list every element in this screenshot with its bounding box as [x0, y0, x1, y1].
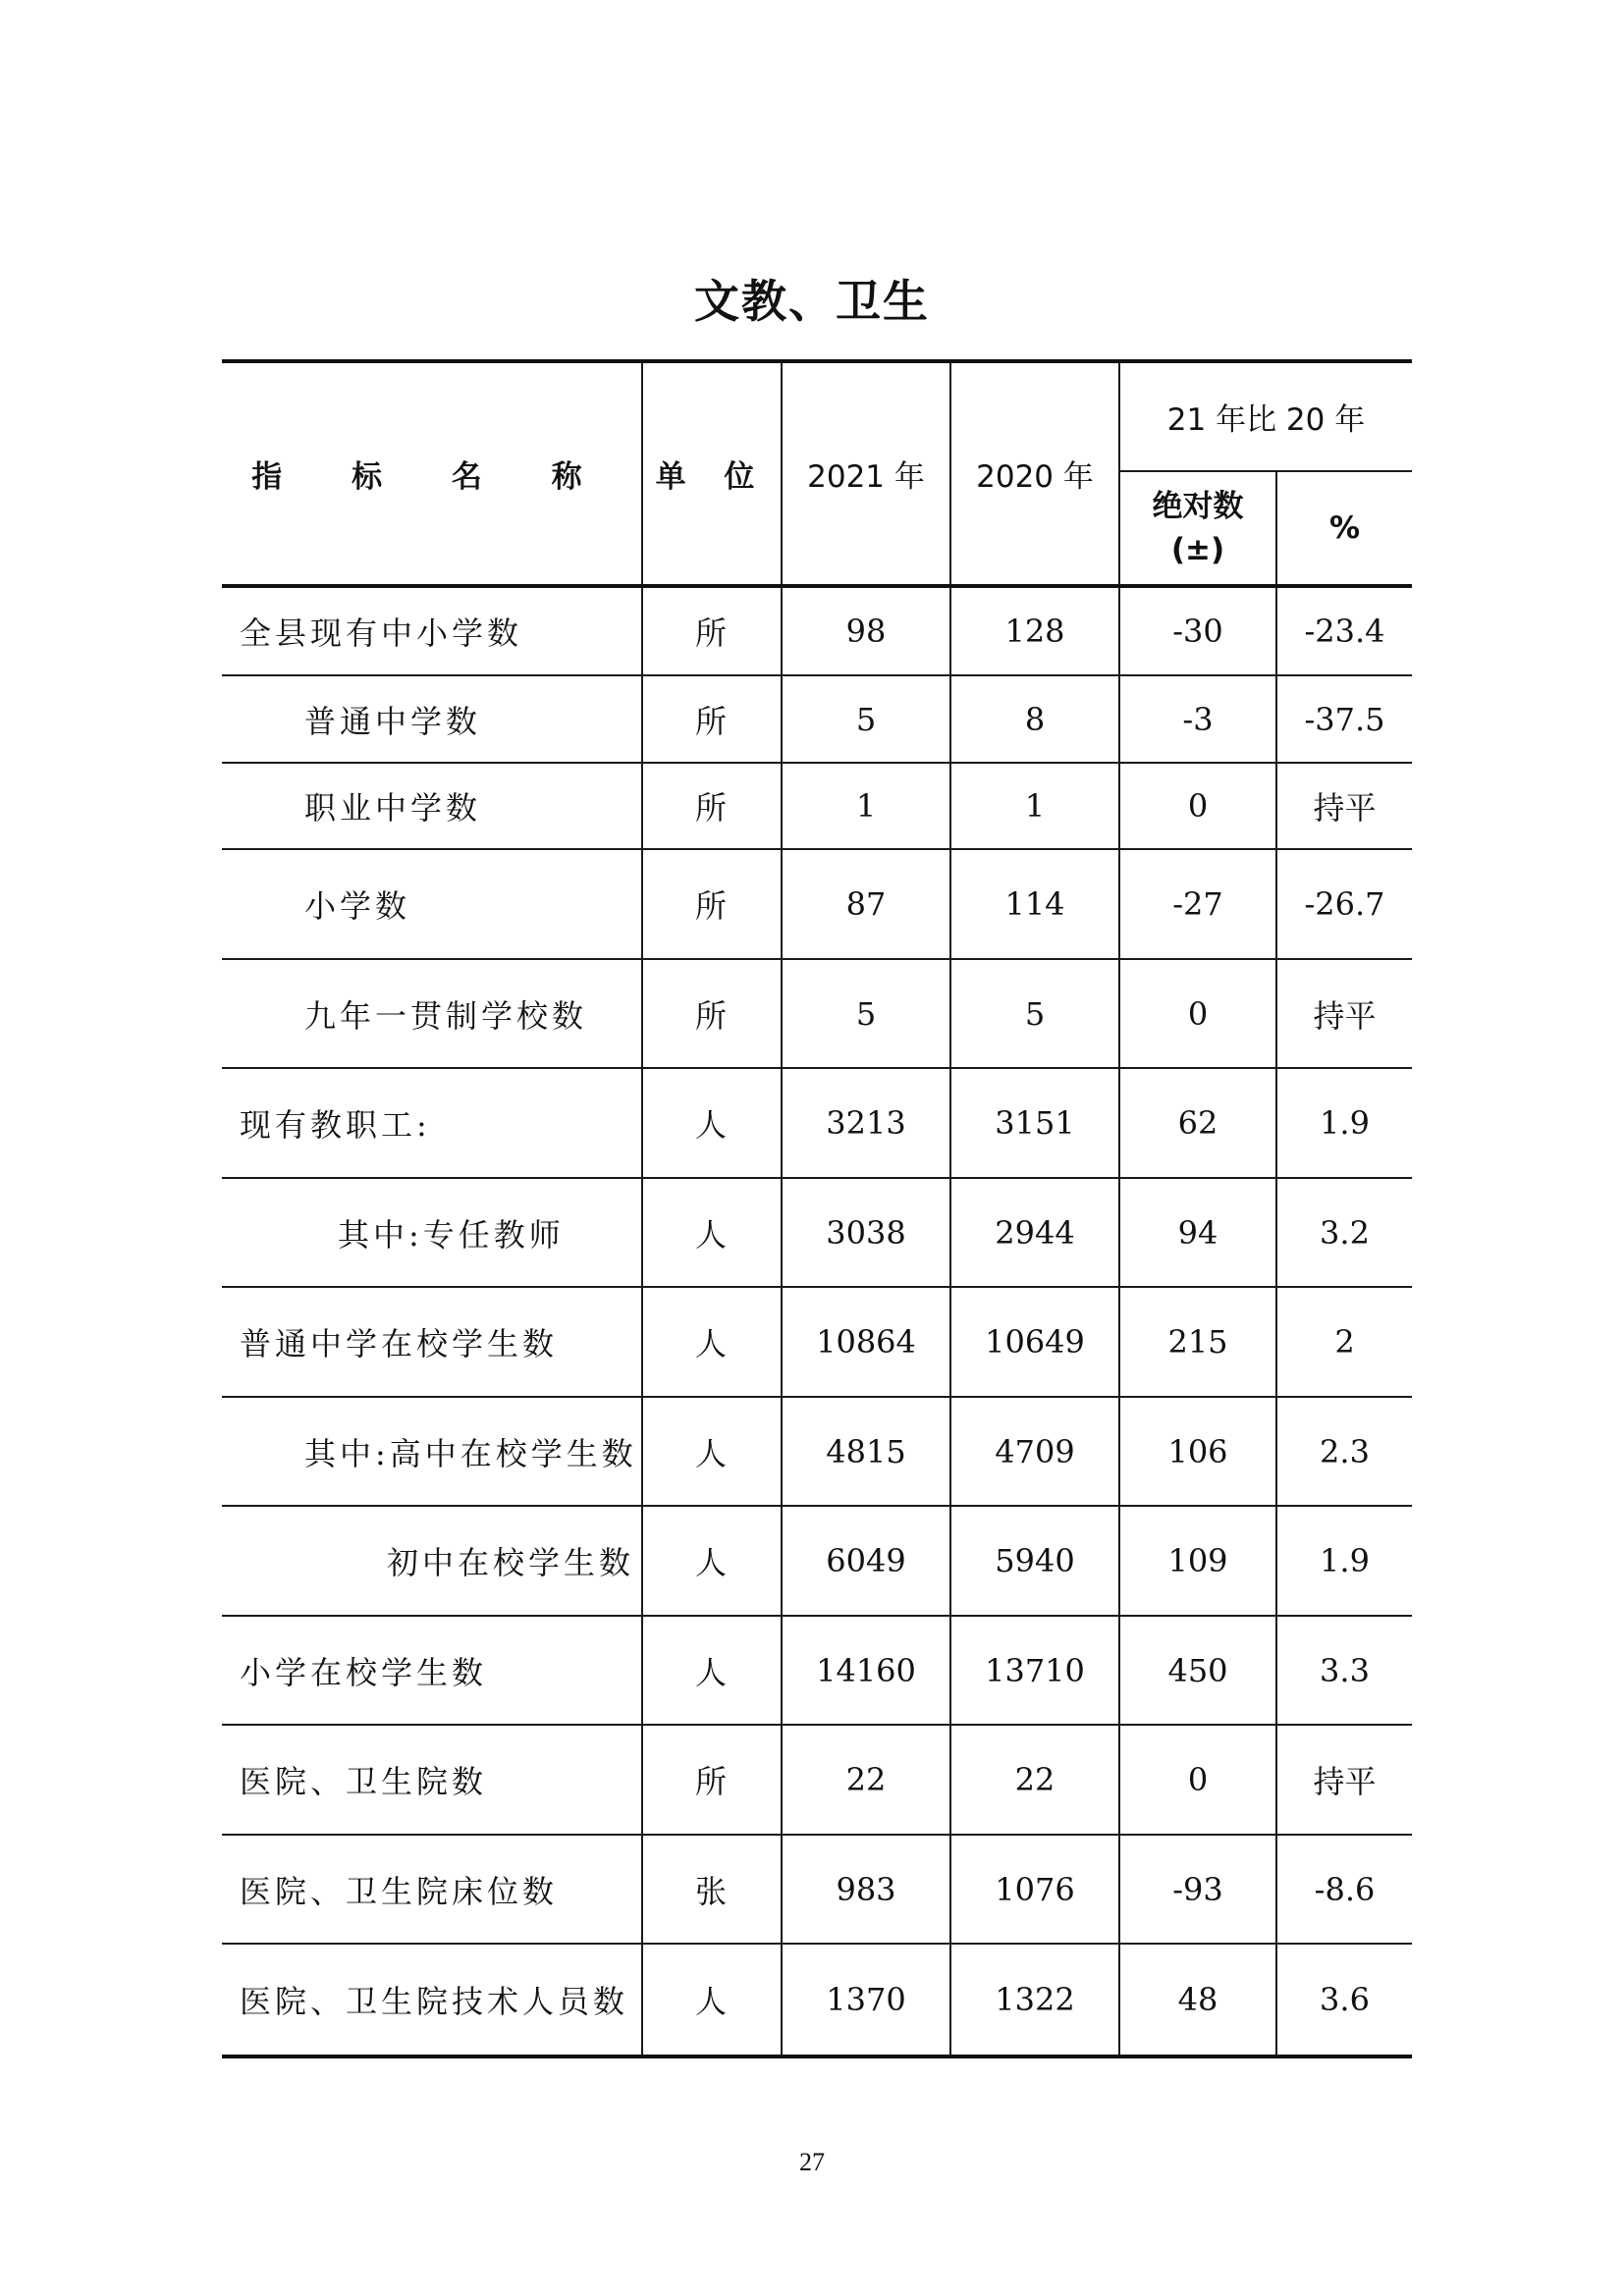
- cell-value-2020: 5: [950, 959, 1119, 1068]
- cell-unit: 所: [642, 1725, 782, 1835]
- cell-percent-change: 3.6: [1276, 1944, 1412, 2056]
- cell-value-2021: 10864: [782, 1287, 950, 1397]
- cell-value-2020: 114: [950, 849, 1119, 959]
- table-row: [222, 1068, 1412, 1178]
- cell-indicator-name: 初中在校学生数: [222, 1506, 642, 1616]
- cell-value-2021: 983: [782, 1835, 950, 1944]
- header-year-2021: 2021 年: [782, 361, 950, 586]
- table-row: [222, 1287, 1412, 1397]
- cell-percent-change: 2.3: [1276, 1397, 1412, 1506]
- cell-value-2020: 3151: [950, 1068, 1119, 1178]
- cell-unit: 人: [642, 1616, 782, 1725]
- cell-percent-change: -26.7: [1276, 849, 1412, 959]
- cell-indicator-name: 其中:专任教师: [222, 1178, 642, 1287]
- cell-indicator-name: 职业中学数: [222, 763, 642, 849]
- table-row: [222, 675, 1412, 763]
- cell-unit: 人: [642, 1506, 782, 1616]
- header-absolute-label: 绝对数: [1152, 489, 1244, 524]
- cell-absolute-change: 94: [1119, 1178, 1276, 1287]
- cell-value-2021: 14160: [782, 1616, 950, 1725]
- cell-absolute-change: 215: [1119, 1287, 1276, 1397]
- header-percent: %: [1276, 471, 1412, 586]
- cell-unit: 所: [642, 586, 782, 675]
- cell-value-2020: 2944: [950, 1178, 1119, 1287]
- cell-value-2020: 128: [950, 586, 1119, 675]
- cell-unit: 人: [642, 1944, 782, 2056]
- table-row: [222, 1506, 1412, 1616]
- cell-absolute-change: -30: [1119, 586, 1276, 675]
- cell-unit: 人: [642, 1397, 782, 1506]
- cell-value-2020: 1: [950, 763, 1119, 849]
- cell-percent-change: 持平: [1276, 1725, 1412, 1835]
- page-title: 文教、卫生: [694, 275, 930, 328]
- cell-value-2020: 4709: [950, 1397, 1119, 1506]
- header-comparison: 21 年比 20 年: [1119, 361, 1412, 471]
- cell-value-2021: 6049: [782, 1506, 950, 1616]
- cell-value-2020: 1322: [950, 1944, 1119, 2056]
- header-absolute-change: [1119, 471, 1276, 586]
- cell-absolute-change: 450: [1119, 1616, 1276, 1725]
- cell-absolute-change: 0: [1119, 959, 1276, 1068]
- cell-absolute-change: 0: [1119, 763, 1276, 849]
- cell-value-2020: 1076: [950, 1835, 1119, 1944]
- cell-percent-change: 持平: [1276, 959, 1412, 1068]
- cell-value-2021: 3213: [782, 1068, 950, 1178]
- cell-absolute-change: -3: [1119, 675, 1276, 763]
- statistics-table: [222, 359, 1412, 2058]
- cell-value-2020: 8: [950, 675, 1119, 763]
- cell-unit: 人: [642, 1287, 782, 1397]
- cell-value-2021: 1370: [782, 1944, 950, 2056]
- table-row: [222, 1397, 1412, 1506]
- header-indicator-name: 指 标 名 称: [222, 361, 642, 586]
- cell-indicator-name: 小学数: [222, 849, 642, 959]
- cell-value-2021: 22: [782, 1725, 950, 1835]
- cell-absolute-change: 106: [1119, 1397, 1276, 1506]
- cell-indicator-name: 九年一贯制学校数: [222, 959, 642, 1068]
- table-row: [222, 1944, 1412, 2056]
- page-number: 27: [799, 2148, 825, 2176]
- cell-absolute-change: 48: [1119, 1944, 1276, 2056]
- cell-unit: 所: [642, 959, 782, 1068]
- cell-unit: 人: [642, 1178, 782, 1287]
- cell-percent-change: -23.4: [1276, 586, 1412, 675]
- cell-percent-change: 持平: [1276, 763, 1412, 849]
- cell-indicator-name: 医院、卫生院床位数: [222, 1835, 642, 1944]
- cell-percent-change: -8.6: [1276, 1835, 1412, 1944]
- cell-value-2020: 5940: [950, 1506, 1119, 1616]
- cell-unit: 人: [642, 1068, 782, 1178]
- header-year-2020: 2020 年: [950, 361, 1119, 586]
- table-row: [222, 1616, 1412, 1725]
- cell-percent-change: -37.5: [1276, 675, 1412, 763]
- cell-percent-change: 3.3: [1276, 1616, 1412, 1725]
- cell-value-2021: 98: [782, 586, 950, 675]
- table-row: [222, 959, 1412, 1068]
- cell-unit: 所: [642, 763, 782, 849]
- cell-value-2021: 1: [782, 763, 950, 849]
- cell-value-2021: 87: [782, 849, 950, 959]
- cell-absolute-change: -93: [1119, 1835, 1276, 1944]
- cell-value-2021: 4815: [782, 1397, 950, 1506]
- cell-indicator-name: 医院、卫生院技术人员数: [222, 1944, 642, 2056]
- table-row: [222, 1835, 1412, 1944]
- cell-indicator-name: 普通中学在校学生数: [222, 1287, 642, 1397]
- cell-percent-change: 2: [1276, 1287, 1412, 1397]
- header-absolute-sign: (±): [1170, 532, 1225, 567]
- cell-unit: 张: [642, 1835, 782, 1944]
- cell-value-2021: 3038: [782, 1178, 950, 1287]
- table-row: [222, 1725, 1412, 1835]
- cell-unit: 所: [642, 849, 782, 959]
- cell-absolute-change: 0: [1119, 1725, 1276, 1835]
- cell-percent-change: 1.9: [1276, 1506, 1412, 1616]
- cell-value-2020: 22: [950, 1725, 1119, 1835]
- cell-value-2020: 13710: [950, 1616, 1119, 1725]
- table-row: [222, 1178, 1412, 1287]
- cell-indicator-name: 其中:高中在校学生数: [222, 1397, 642, 1506]
- cell-indicator-name: 医院、卫生院数: [222, 1725, 642, 1835]
- cell-indicator-name: 现有教职工:: [222, 1068, 642, 1178]
- table-row: [222, 586, 1412, 675]
- cell-value-2021: 5: [782, 675, 950, 763]
- table-row: [222, 849, 1412, 959]
- cell-absolute-change: 62: [1119, 1068, 1276, 1178]
- cell-indicator-name: 小学在校学生数: [222, 1616, 642, 1725]
- cell-percent-change: 3.2: [1276, 1178, 1412, 1287]
- cell-indicator-name: 全县现有中小学数: [222, 586, 642, 675]
- cell-percent-change: 1.9: [1276, 1068, 1412, 1178]
- cell-unit: 所: [642, 675, 782, 763]
- table-body: [222, 586, 1412, 2056]
- table-row: [222, 763, 1412, 849]
- header-unit: 单 位: [642, 361, 782, 586]
- cell-indicator-name: 普通中学数: [222, 675, 642, 763]
- cell-absolute-change: 109: [1119, 1506, 1276, 1616]
- cell-absolute-change: -27: [1119, 849, 1276, 959]
- cell-value-2021: 5: [782, 959, 950, 1068]
- cell-value-2020: 10649: [950, 1287, 1119, 1397]
